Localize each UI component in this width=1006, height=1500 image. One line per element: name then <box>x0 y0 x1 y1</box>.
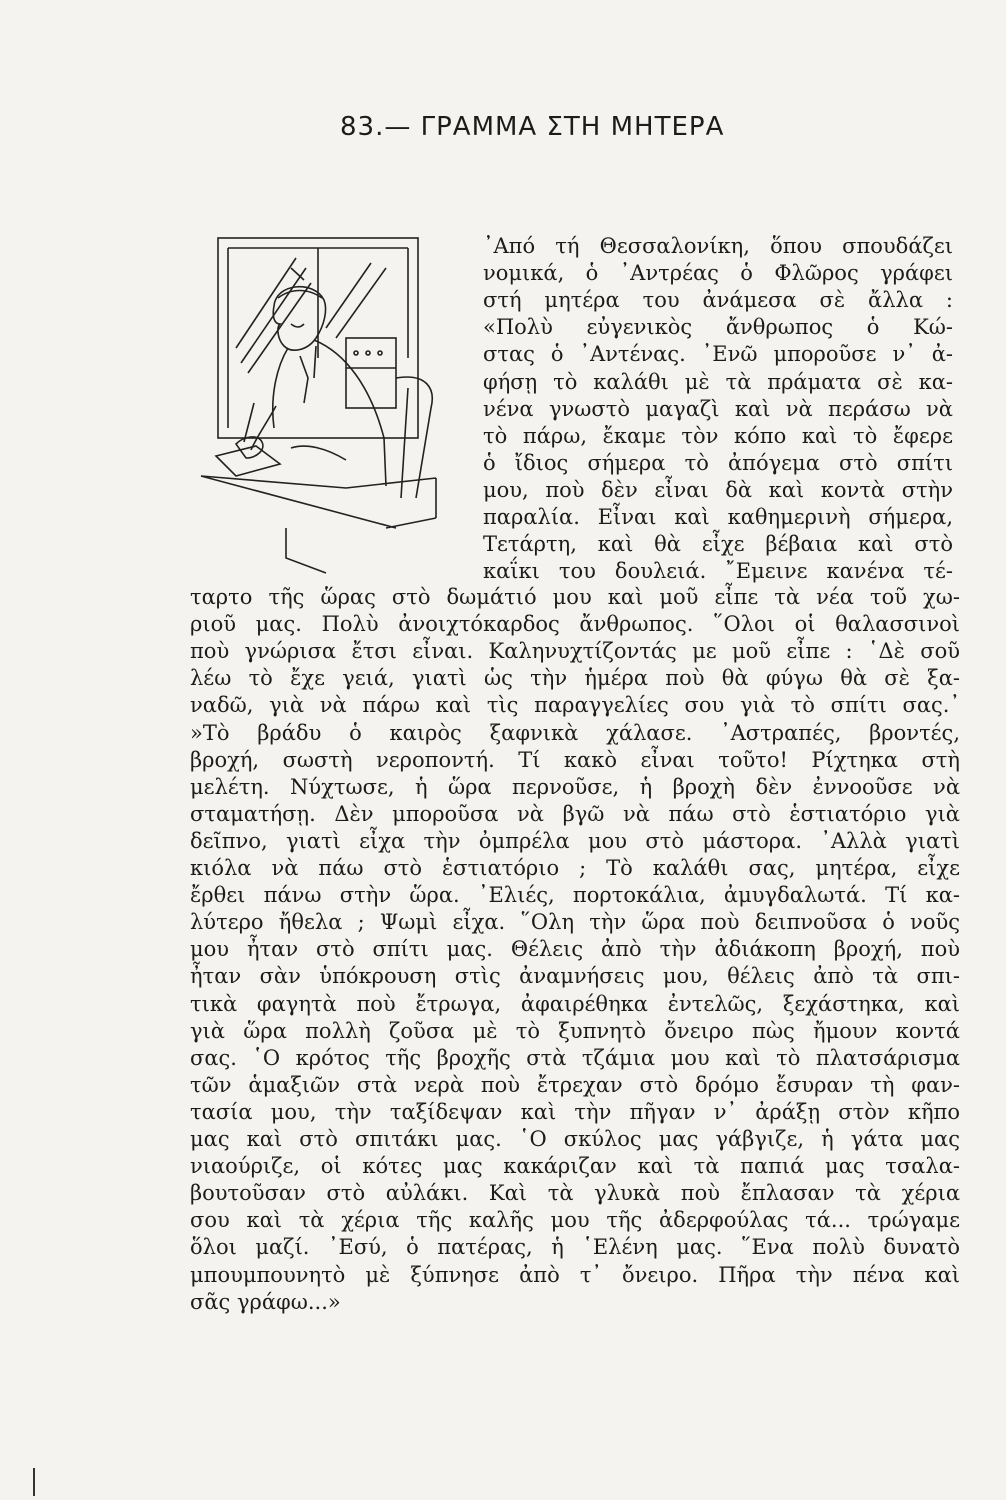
text-line: λέω τὸ ἔχε γειά, γιατὶ ὡς τὴν ἡμέρα ποὺ θὰ φύγω θὰ σὲ ξα- <box>190 666 960 691</box>
text-line: τῶν ἁμαξιῶν στὰ νερὰ ποὺ ἔτρεχαν στὸ δρόμο ἔσυραν τὴ φαν- <box>190 1072 960 1097</box>
text-line: σας. ῾Ο κρότος τῆς βροχῆς στὰ τζάμια μου καὶ τὸ πλατσάρισμα <box>190 1045 960 1070</box>
text-line: τασία μου, τὴν ταξίδεψαν καὶ τὴν πῆγαν ν᾿ ἀράξῃ στὸν κῆπο <box>190 1099 960 1124</box>
text-line: δεῖπνο, γιατὶ εἶχα τὴν ὀμπρέλα μου στὸ μάστορα. ᾿Αλλὰ γιατὶ <box>190 828 960 853</box>
text-line: ἔρθει πάνω στὴν ὥρα. ᾿Ελιές, πορτοκάλια, ἀμυγδαλωτά. Τί κα- <box>190 883 960 908</box>
text-line: λύτερο ἤθελα ; Ψωμὶ εἶχα. ῞Ολη τὴν ὥρα ποὺ δειπνοῦσα ὁ νοῦς <box>190 910 960 935</box>
text-line: βουτοῦσαν στὸ αὐλάκι. Καὶ τὰ γλυκὰ ποὺ ἔπλασαν τὰ χέρια <box>190 1181 960 1206</box>
text-line: στας ὁ ᾿Αντένας. ᾿Ενῶ μποροῦσε ν᾿ ἀ- <box>483 342 953 367</box>
text-line: νιαούριζε, οἱ κότες μας κακάριζαν καὶ τὰ παπιά μας τσαλα- <box>190 1154 960 1179</box>
text-line: μπουμπουνητὸ μὲ ξύπνησε ἀπὸ τ᾿ ὄνειρο. Πῆρα τὴν πένα καὶ <box>190 1262 960 1287</box>
text-line: στή μητέρα του ἀνάμεσα σὲ ἄλλα : <box>483 288 953 313</box>
text-line: γιὰ ὥρα πολλὴ ζοῦσα μὲ τὸ ξυπνητὸ ὄνειρο πὼς ἤμουν κοντά <box>190 1018 960 1043</box>
text-line: ὁ ἴδιος σήμερα τὸ ἀπόγεμα στὸ σπίτι <box>483 450 953 475</box>
text-line: σᾶς γράφω...» <box>190 1289 341 1314</box>
text-line: ριοῦ μας. Πολὺ ἀνοιχτόκαρδος ἄνθρωπος. ῞Ολοι οἱ θαλασσινοὶ <box>190 612 960 637</box>
text-line: Τετάρτη, καὶ θὰ εἶχε βέβαια καὶ στὸ <box>483 532 953 557</box>
text-line: ναδῶ, γιὰ νὰ πάρω καὶ τὶς παραγγελίες σου γιὰ τὸ σπίτι σας.᾿ <box>190 693 960 718</box>
text-line: τικὰ φαγητὰ ποὺ ἔτρωγα, ἀφαιρέθηκα ἐντελῶς, ξεχάστηκα, καὶ <box>190 991 960 1016</box>
text-line: κιόλα νὰ πάω στὸ ἑστιατόριο ; Τὸ καλάθι σας, μητέρα, εἶχε <box>190 856 960 880</box>
text-line: ἦταν σὰν ὑπόκρουση στὶς ἀναμνήσεις μου, θέλεις ἀπὸ τὰ σπι- <box>190 964 960 989</box>
text-line: μελέτη. Νύχτωσε, ἡ ὥρα περνοῦσε, ἡ βροχὴ δὲν ἐννοοῦσε νὰ <box>190 774 960 799</box>
text-line: μου ἦταν στὸ σπίτι μας. Θέλεις ἀπὸ τὴν ἀδιάκοπη βροχή, ποὺ <box>190 937 960 962</box>
text-line: ταρτο τῆς ὥρας στὸ δωμάτιό μου καὶ μοῦ εἶπε τὰ νέα τοῦ χω- <box>190 585 960 609</box>
text-line: ᾿Από τή Θεσσαλονίκη, ὅπου σπουδάζει <box>483 234 953 258</box>
page-title: 83.— ΓΡΑΜΜΑ ΣΤΗ ΜΗΤΕΡΑ <box>340 112 725 142</box>
text-line: τὸ πάρω, ἔκαμε τὸν κόπο καὶ τὸ ἔφερε <box>483 423 953 448</box>
text-line: μου, ποὺ δὲν εἶναι δὰ καὶ κοντὰ στὴν <box>483 477 953 502</box>
text-line: φήσῃ τὸ καλάθι μὲ τὰ πράματα σὲ κα- <box>483 369 953 394</box>
text-line: «Πολὺ εὐγενικὸς ἄνθρωπος ὁ Κώ- <box>483 315 953 340</box>
text-line: »Τὸ βράδυ ὁ καιρὸς ξαφνικὰ χάλασε. ᾿Αστραπές, βροντές, <box>190 720 960 745</box>
text-line: σου καὶ τὰ χέρια τῆς καλῆς μου τῆς ἀδερφούλας τά... τρώγαμε <box>190 1208 960 1233</box>
text-line: παραλία. Εἶναι καὶ καθημερινὴ σήμερα, <box>483 505 953 529</box>
text-line: μας καὶ στὸ σπιτάκι μας. ῾Ο σκύλος μας γάβγιζε, ἡ γάτα μας <box>190 1127 960 1151</box>
text-line: νομικά, ὁ ᾿Αντρέας ὁ Φλῶρος γράφει <box>483 261 953 286</box>
text-line: νένα γνωστὸ μαγαζὶ καὶ νὰ περάσω νὰ <box>483 396 953 421</box>
text-line: ὅλοι μαζί. ᾿Εσύ, ὁ πατέρας, ἡ ῾Ελένη μας. ῞Ενα πολὺ δυνατὸ <box>190 1235 960 1260</box>
text-line: καΐκι του δουλειά. ῎Εμεινε κανένα τέ- <box>483 559 953 584</box>
text-line: βροχή, σωστὴ νεροποντή. Τί κακὸ εἶναι τοῦτο! Ρίχτηκα στὴ <box>190 747 960 772</box>
man-writing-letter-illustration <box>196 228 456 578</box>
margin-mark <box>33 1468 35 1496</box>
text-line: ποὺ γνώρισα ἔτσι εἶναι. Καληνυχτίζοντάς με μοῦ εἶπε : ῾Δὲ σοῦ <box>190 639 960 664</box>
text-line: σταματήσῃ. Δὲν μποροῦσα νὰ βγῶ νὰ πάω στὸ ἑστιατόριο γιὰ <box>190 801 960 826</box>
